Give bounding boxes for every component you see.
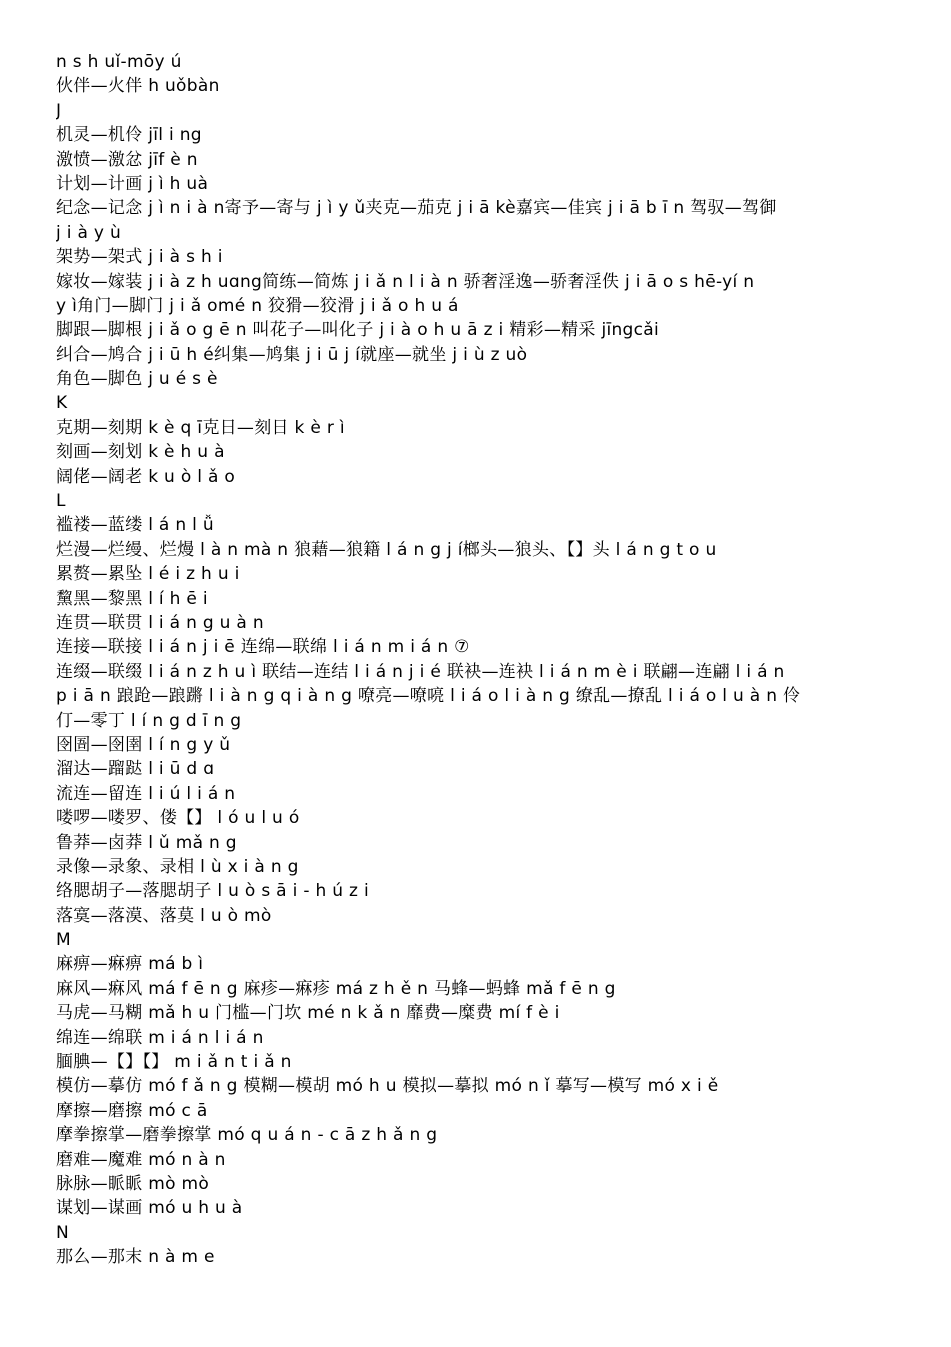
section-letter-m: M bbox=[56, 930, 71, 951]
text-line: 那么—那末 n à m e bbox=[56, 1247, 215, 1268]
text-line: 黧黑—黎黑 l í h ē i bbox=[56, 588, 208, 609]
text-line: 模仿—摹仿 mó f ǎ n g 模糊—模胡 mó h u 模拟—摹拟 mó n ǐ 摹写—模写 mó x i ě bbox=[56, 1076, 719, 1097]
text-line: 褴褛—蓝缕 l á n l ǚ bbox=[56, 515, 214, 536]
text-line: 刻画—刻划 k è h u à bbox=[56, 442, 225, 463]
text-line: 马虎—马糊 mǎ h u 门槛—门坎 mé n k ǎ n 靡费—糜费 mí f è i bbox=[56, 1003, 560, 1024]
section-letter-j: J bbox=[56, 100, 62, 121]
text-line: 连接—联接 l i á n j i ē 连绵—联绵 l i á n m i á n ⑦ bbox=[56, 637, 470, 658]
text-line: 嫁妆—嫁装 j i à z h uɑng简练—简炼 j i ǎ n l i à n 骄奢淫逸—骄奢淫佚 j i ā o s hē-yí n bbox=[56, 271, 755, 292]
text-line: 纠合—鸠合 j i ū h é纠集—鸠集 j i ū j í就座—就坐 j i ù z uò bbox=[56, 344, 528, 365]
document-body bbox=[56, 50, 916, 1270]
text-line: 囹圄—囹圉 l í n g y ǔ bbox=[56, 734, 231, 755]
section-letter-k: K bbox=[56, 393, 68, 414]
text-line: 录像—录象、录相 l ù x i à n g bbox=[56, 856, 299, 877]
text-line: 磨难—魔难 mó n à n bbox=[56, 1149, 226, 1170]
text-line: 落寞—落漠、落莫 l u ò mò bbox=[56, 905, 272, 926]
text-line: 脉脉—眽眽 mò mò bbox=[56, 1173, 210, 1194]
text-line: 克期—刻期 k è q ī克日—刻日 k è r ì bbox=[56, 417, 345, 438]
text-line: 架势—架式 j i à s h i bbox=[56, 247, 223, 268]
text-line: 流连—留连 l i ú l i á n bbox=[56, 783, 236, 804]
text-line: 脚跟—脚根 j i ǎ o g ē n 叫花子—叫化子 j i à o h u ā z i 精彩—精采 jīngcǎi bbox=[56, 320, 660, 341]
text-line: p i ā n 踉跄—踉蹡 l i à n g q i à n g 嘹亮—嘹喨 l i á o l i à n g 缭乱—撩乱 l i á o l u à n 伶 bbox=[56, 686, 801, 707]
text-line: 计划—计画 j ì h uà bbox=[56, 173, 209, 194]
text-line: 谋划—谋画 mó u h u à bbox=[56, 1198, 243, 1219]
text-line: 绵连—绵联 m i á n l i á n bbox=[56, 1027, 264, 1048]
text-line: 伙伴—火伴 h uǒbàn bbox=[56, 76, 220, 97]
text-line: 络腮胡子—落腮胡子 l u ò s ā i - h ú z i bbox=[56, 881, 369, 902]
text-line: 腼腆—【】【】 m i ǎ n t i ǎ n bbox=[56, 1052, 292, 1073]
section-letter-n: N bbox=[56, 1222, 70, 1243]
text-line: 纪念—记念 j ì n i à n寄予—寄与 j ì y ǔ夹克—茄克 j i ā kè嘉宾—佳宾 j i ā b ī n 驾驭—驾御 bbox=[56, 198, 777, 219]
text-line: 麻风—痳风 má f ē n g 麻疹—痳疹 má z h ě n 马蜂—蚂蜂 mǎ f ē n g bbox=[56, 978, 616, 999]
text-line: 仃—零丁 l í n g d ī n g bbox=[56, 710, 242, 731]
text-line: 激愤—激忿 jīf è n bbox=[56, 149, 198, 170]
text-line: 累赘—累坠 l é i z h u i bbox=[56, 564, 240, 585]
text-line: n s h uǐ-mōy ú bbox=[56, 52, 182, 72]
text-line: 机灵—机伶 jīl i ng bbox=[56, 125, 202, 146]
text-line: 摩拳擦掌—磨拳擦掌 mó q u á n - c ā z h ǎ n g bbox=[56, 1125, 438, 1146]
text-line: 喽啰—喽罗、偻【】 l ó u l u ó bbox=[56, 808, 300, 829]
text-line: j i à y ù bbox=[56, 222, 122, 243]
text-line: 溜达—蹓跶 l i ū d ɑ bbox=[56, 759, 215, 780]
text-line: 连贯—联贯 l i á n g u à n bbox=[56, 612, 264, 633]
text-line: 阔佬—阔老 k u ò l ǎ o bbox=[56, 466, 236, 487]
text-line: 摩擦—磨擦 mó c ā bbox=[56, 1100, 208, 1121]
section-letter-l: L bbox=[56, 491, 66, 512]
text-line: y ì角门—脚门 j i ǎ omé n 狡猾—狡滑 j i ǎ o h u á bbox=[56, 295, 459, 316]
text-line: 角色—脚色 j u é s è bbox=[56, 369, 218, 390]
text-line: 鲁莽—卤莽 l ǔ mǎ n g bbox=[56, 832, 237, 853]
text-line: 麻痹—痳痹 má b ì bbox=[56, 954, 204, 975]
text-line: 烂漫—烂缦、烂熳 l à n mà n 狼藉—狼籍 l á n g j í榔头—狼头、【】头 l á n g t o u bbox=[56, 539, 717, 560]
text-line: 连缀—联缀 l i á n z h u ì 联结—连结 l i á n j i é 联袂—连袂 l i á n m è i 联翩—连翩 l i á n bbox=[56, 661, 785, 682]
